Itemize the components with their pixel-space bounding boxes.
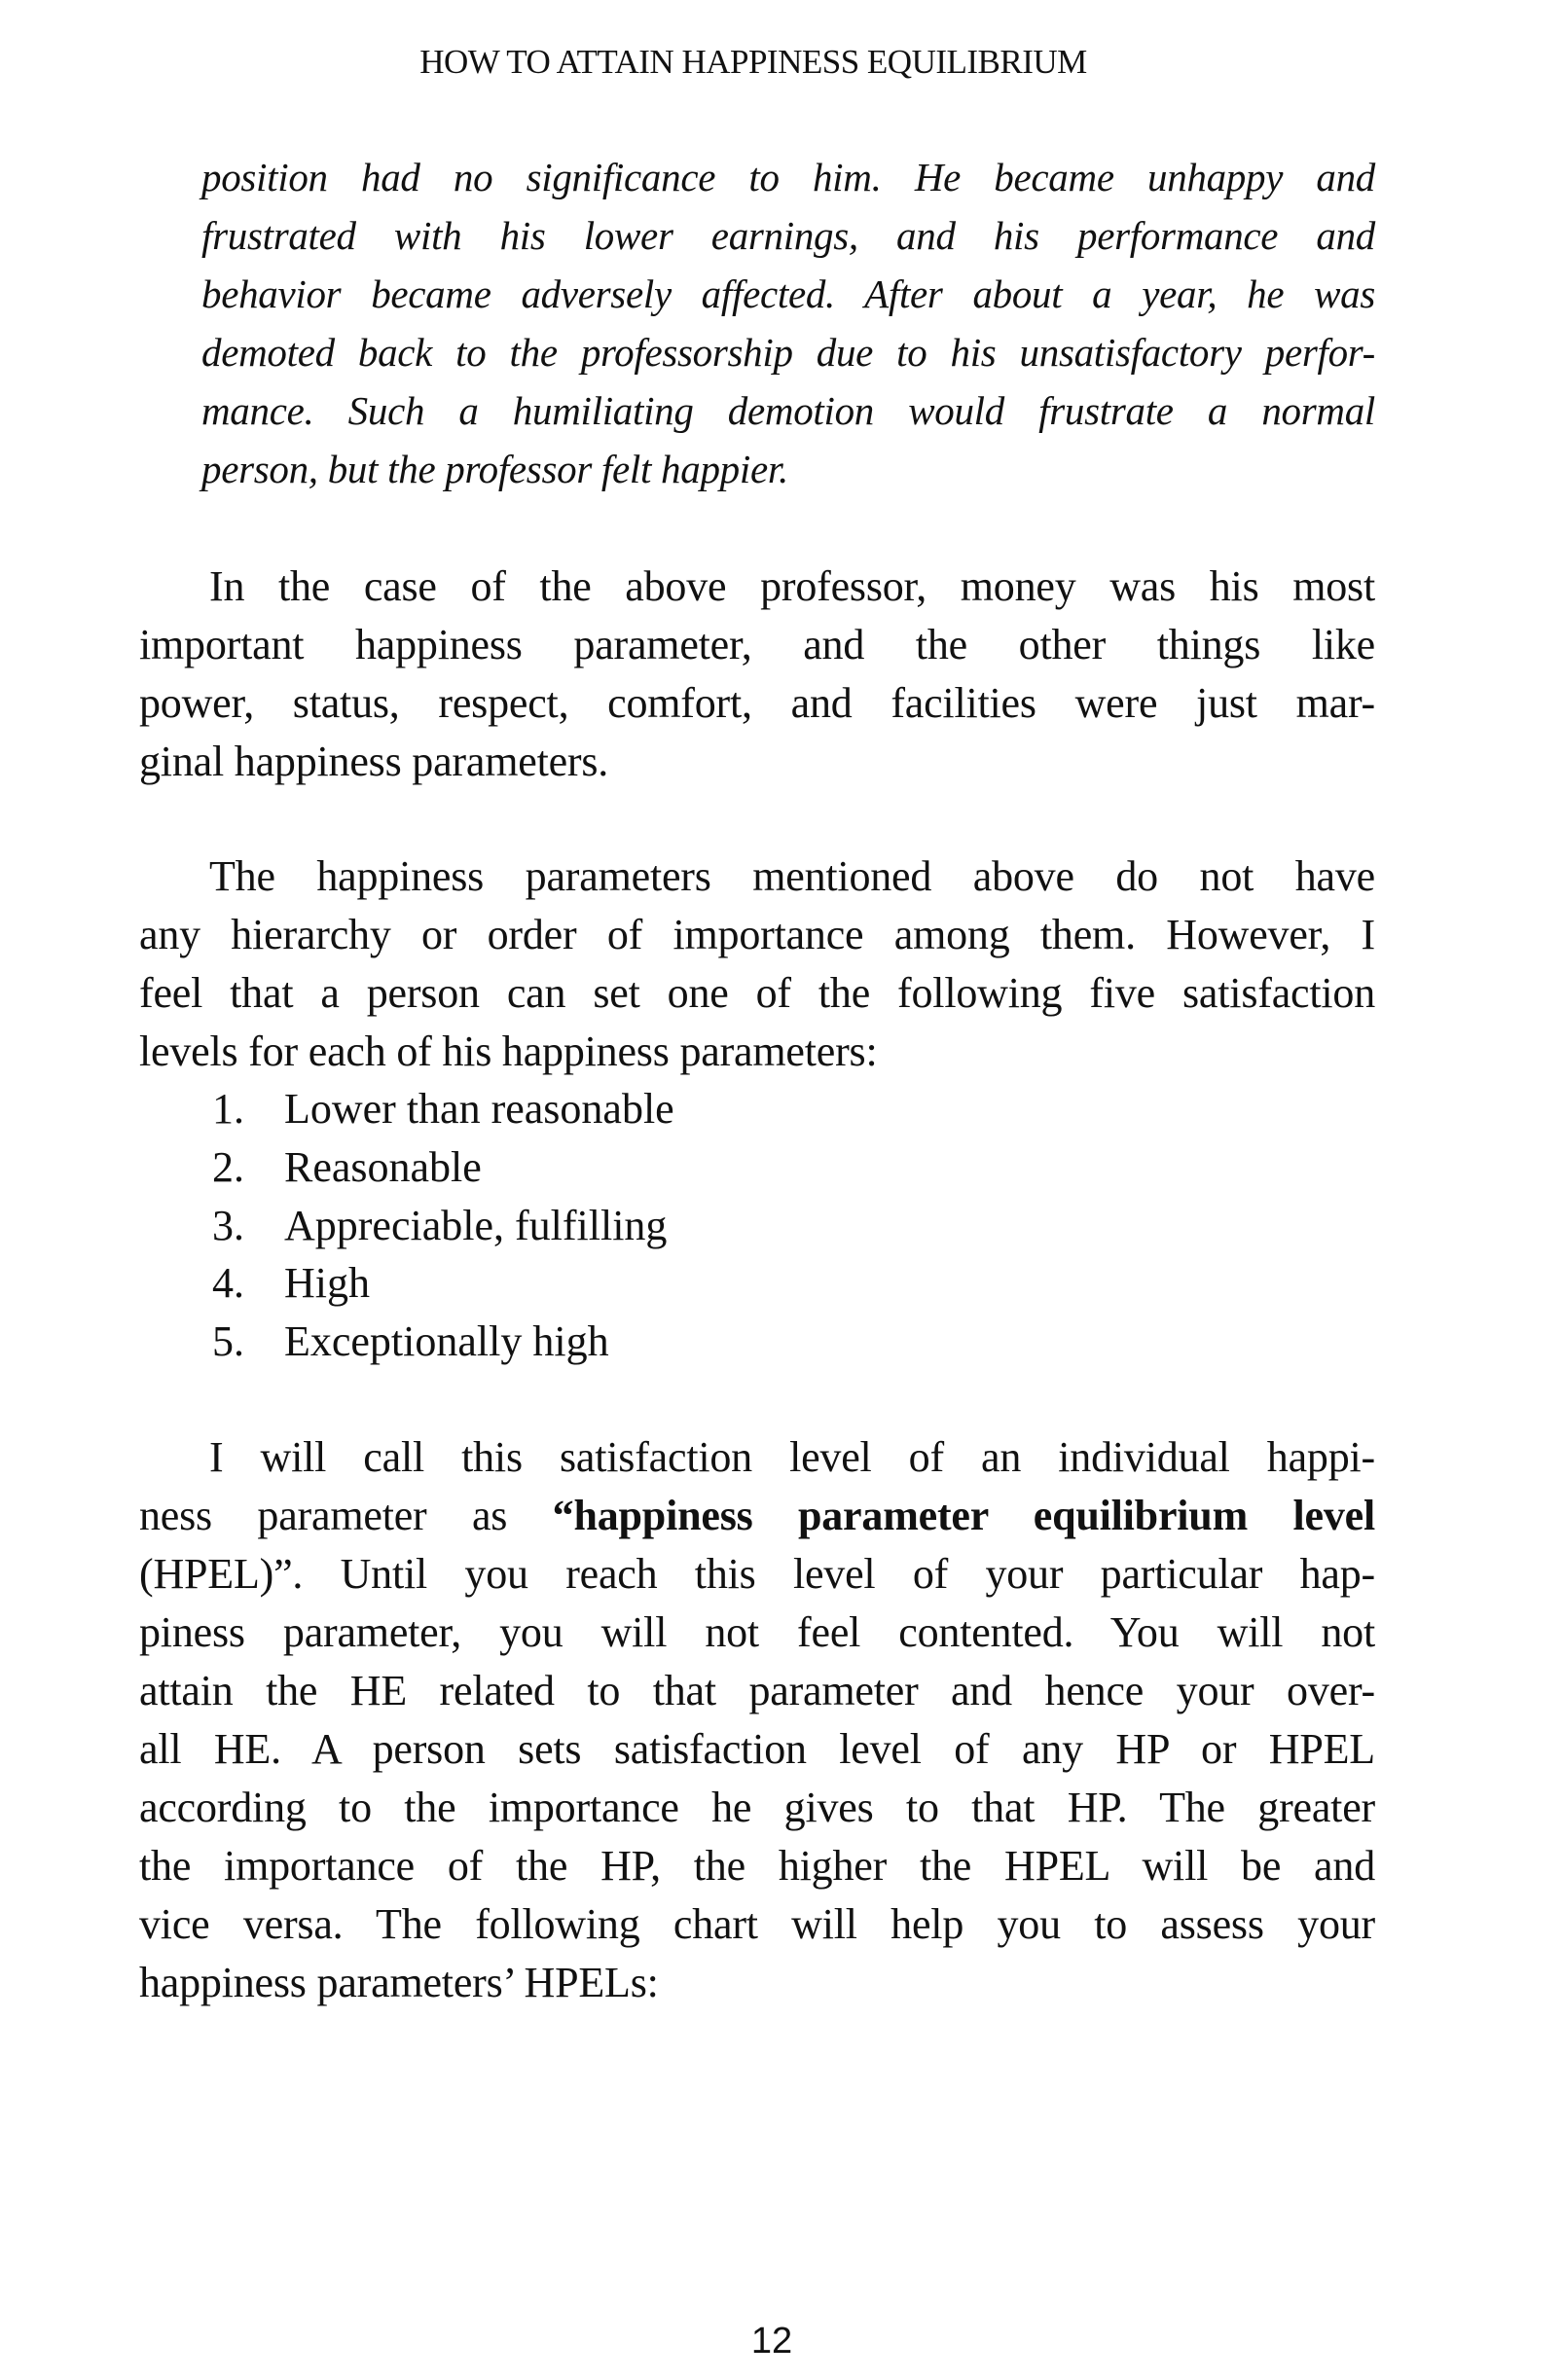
paragraph-line: power, status, respect, comfort, and facilities were just mar-: [139, 679, 1375, 727]
paragraph-line: piness parameter, you will not feel contented. You will not: [139, 1608, 1375, 1656]
paragraph-line: The happiness parameters mentioned above do not have: [209, 852, 1375, 900]
running-head: HOW TO ATTAIN HAPPINESS EQUILIBRIUM: [419, 43, 1087, 81]
paragraph-hpel-definition: [139, 1428, 1375, 2012]
paragraph-line: happiness parameters’ HPELs:: [139, 1959, 659, 2006]
paragraph-line: feel that a person can set one of the following five satisfaction: [139, 969, 1375, 1017]
list-item-number: 2.: [212, 1143, 244, 1191]
page-number: 12: [750, 2321, 793, 2362]
list-item-label: High: [284, 1259, 370, 1307]
list-item-number: 4.: [212, 1259, 244, 1307]
paragraph-line: In the case of the above professor, money was his most: [209, 562, 1375, 610]
paragraph-line: vice versa. The following chart will help you to assess your: [139, 1900, 1375, 1948]
quote-line: behavior became adversely affected. After about a year, he was: [201, 271, 1375, 316]
term-hpel-bold: “happiness parameter equilibrium level: [552, 1492, 1375, 1539]
paragraph-line: [139, 1487, 1375, 1545]
list-item-number: 1.: [212, 1085, 244, 1133]
paragraph-line: important happiness parameter, and the other things like: [139, 621, 1375, 668]
paragraph-line: the importance of the HP, the higher the HPEL will be and: [139, 1842, 1375, 1890]
paragraph-line: any hierarchy or order of importance among them. However, I: [139, 911, 1375, 958]
paragraph-line: (HPEL)”. Until you reach this level of your particular hap-: [139, 1550, 1375, 1598]
list-item-number: 3.: [212, 1202, 244, 1249]
list-item-number: 5.: [212, 1317, 244, 1365]
quote-line: person, but the professor felt happier.: [201, 447, 788, 491]
paragraph-line: according to the importance he gives to that HP. The greater: [139, 1784, 1375, 1831]
text-run: ness parameter as: [139, 1492, 553, 1539]
quoted-passage: [201, 148, 1375, 498]
list-item-label: Lower than reasonable: [284, 1085, 674, 1133]
quote-line: position had no significance to him. He became unhappy and: [201, 155, 1375, 199]
quote-line: frustrated with his lower earnings, and his performance and: [201, 213, 1375, 258]
list-item-label: Appreciable, fulfilling: [284, 1202, 668, 1249]
paragraph-line: levels for each of his happiness parameters:: [139, 1028, 878, 1075]
paragraph-line: I will call this satisfaction level of an individual happi-: [209, 1433, 1375, 1481]
list-item-label: Reasonable: [284, 1143, 482, 1191]
list-item-label: Exceptionally high: [284, 1317, 609, 1365]
paragraph-line: attain the HE related to that parameter and hence your over-: [139, 1667, 1375, 1714]
quote-line: mance. Such a humiliating demotion would frustrate a normal: [201, 388, 1375, 433]
paragraph-professor-case: [139, 558, 1375, 791]
paragraph-line: ginal happiness parameters.: [139, 738, 609, 785]
quote-line: demoted back to the professorship due to his unsatisfactory perfor-: [201, 330, 1375, 375]
paragraph-satisfaction-levels-intro: [139, 847, 1375, 1081]
paragraph-line: all HE. A person sets satisfaction level of any HP or HPEL: [139, 1725, 1375, 1773]
